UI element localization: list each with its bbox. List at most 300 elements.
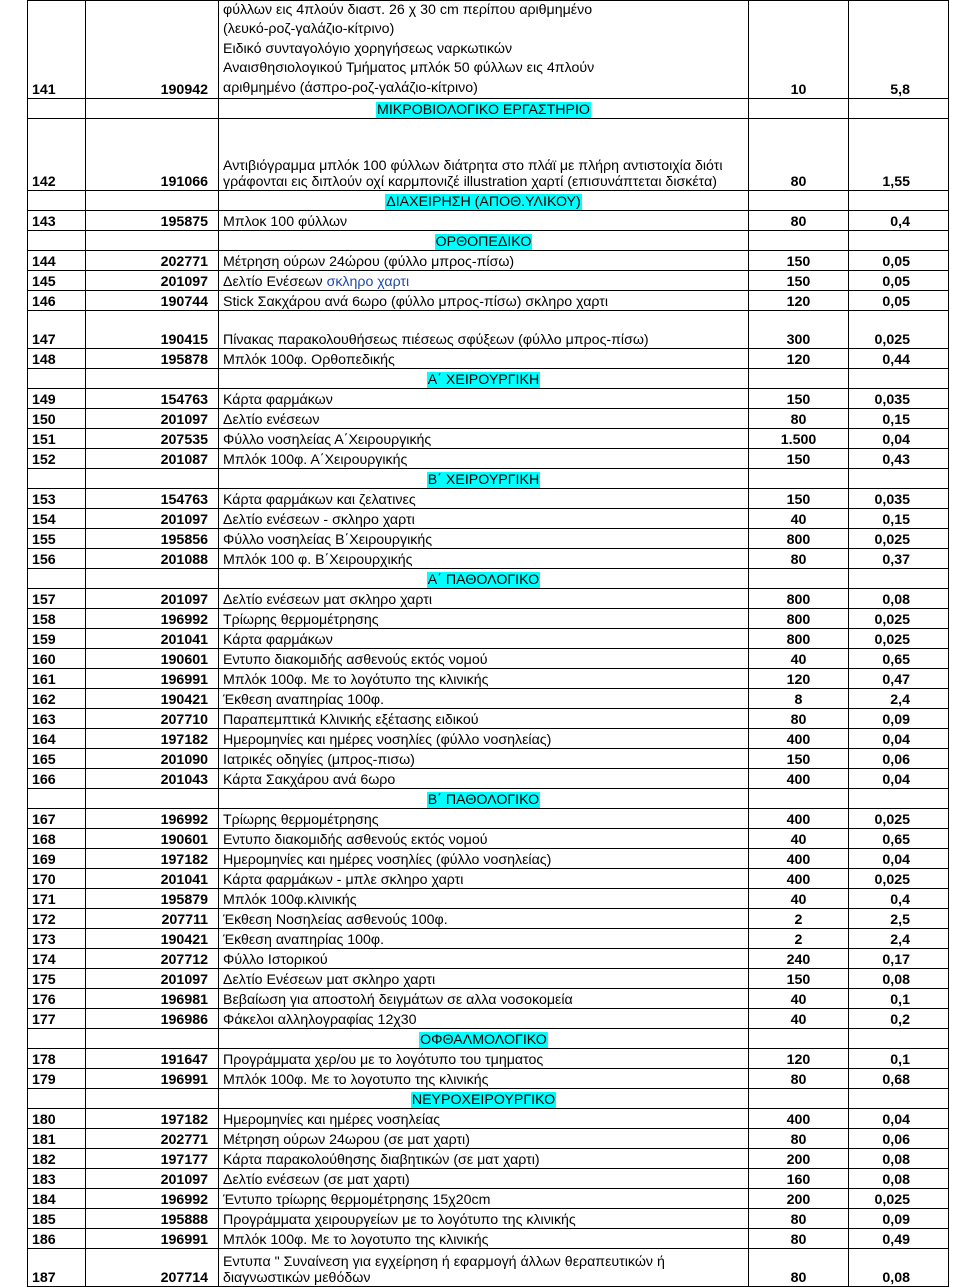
table-row bbox=[28, 119, 949, 191]
item-number: 184 bbox=[28, 1189, 86, 1209]
item-code: 202771 bbox=[86, 1129, 219, 1149]
item-description bbox=[219, 211, 749, 231]
section-spacer bbox=[849, 99, 949, 119]
table-row bbox=[28, 549, 949, 569]
item-code: 201097 bbox=[86, 589, 219, 609]
item-price: 1,55 bbox=[849, 119, 949, 191]
item-price: 0,2 bbox=[849, 1009, 949, 1029]
table-row bbox=[28, 689, 949, 709]
item-price: 0,025 bbox=[849, 869, 949, 889]
table-row bbox=[28, 809, 949, 829]
item-number: 170 bbox=[28, 869, 86, 889]
item-number: 163 bbox=[28, 709, 86, 729]
item-price: 0,05 bbox=[849, 251, 949, 271]
item-description bbox=[219, 1209, 749, 1229]
item-code: 202771 bbox=[86, 251, 219, 271]
item-quantity: 120 bbox=[749, 291, 849, 311]
item-quantity: 120 bbox=[749, 669, 849, 689]
description-text: Πίνακας παρακολουθήσεως πιέσεως σφύξεων (φύλλο μπρος-πίσω) bbox=[223, 332, 649, 349]
item-code: 191066 bbox=[86, 119, 219, 191]
item-description bbox=[219, 1109, 749, 1129]
item-price: 5,8 bbox=[849, 1, 949, 99]
item-number: 178 bbox=[28, 1049, 86, 1069]
description-text: Μπλόκ 100 φ. Β΄Χειρουρχικής bbox=[223, 552, 413, 569]
item-quantity: 8 bbox=[749, 689, 849, 709]
section-header-row bbox=[28, 1029, 949, 1049]
item-description bbox=[219, 311, 749, 349]
desc-line: αριθμημένο (άσπρο-ροζ-γαλάζιο-κίτρινο) bbox=[223, 79, 478, 96]
item-code: 201043 bbox=[86, 769, 219, 789]
item-description bbox=[219, 849, 749, 869]
table-row bbox=[28, 509, 949, 529]
item-code: 195875 bbox=[86, 211, 219, 231]
section-title bbox=[219, 99, 749, 119]
item-description bbox=[219, 271, 749, 291]
item-number: 154 bbox=[28, 509, 86, 529]
item-quantity: 150 bbox=[749, 969, 849, 989]
item-quantity: 400 bbox=[749, 809, 849, 829]
item-number: 160 bbox=[28, 649, 86, 669]
item-number: 152 bbox=[28, 449, 86, 469]
item-description bbox=[219, 1129, 749, 1149]
section-header-row bbox=[28, 191, 949, 211]
table-row bbox=[28, 609, 949, 629]
item-code: 154763 bbox=[86, 489, 219, 509]
description-text: Εντυπο διακομιδής ασθενούς εκτός νομού bbox=[223, 832, 488, 849]
item-description bbox=[219, 869, 749, 889]
section-spacer bbox=[749, 369, 849, 389]
section-spacer bbox=[749, 99, 849, 119]
table-row bbox=[28, 1209, 949, 1229]
item-price: 0,47 bbox=[849, 669, 949, 689]
item-quantity: 160 bbox=[749, 1169, 849, 1189]
item-number: 156 bbox=[28, 549, 86, 569]
table-row bbox=[28, 1109, 949, 1129]
description-text: Φάκελοι αλληλογραφίας 12χ30 bbox=[223, 1012, 417, 1029]
description-text: Μπλόκ 100φ.κλινικής bbox=[223, 892, 357, 909]
item-description bbox=[219, 1009, 749, 1029]
description-text: Μπλοκ 100 φύλλων bbox=[223, 214, 348, 231]
description-text: Έκθεση Νοσηλείας ασθενούς 100φ. bbox=[223, 912, 448, 929]
table-row bbox=[28, 749, 949, 769]
item-code: 197182 bbox=[86, 849, 219, 869]
item-description bbox=[219, 1069, 749, 1089]
table-row bbox=[28, 1009, 949, 1029]
item-description bbox=[219, 629, 749, 649]
item-description bbox=[219, 1049, 749, 1069]
section-spacer bbox=[28, 469, 86, 489]
table-row bbox=[28, 291, 949, 311]
item-code: 207711 bbox=[86, 909, 219, 929]
item-code: 196986 bbox=[86, 1009, 219, 1029]
table-row bbox=[28, 271, 949, 291]
item-price: 0,06 bbox=[849, 749, 949, 769]
item-description bbox=[219, 889, 749, 909]
table-row bbox=[28, 1189, 949, 1209]
item-price: 0,04 bbox=[849, 429, 949, 449]
item-number: 167 bbox=[28, 809, 86, 829]
item-number: 177 bbox=[28, 1009, 86, 1029]
item-price: 0,035 bbox=[849, 389, 949, 409]
description-text: Προγράμματα χερ/ου με το λογότυπο του τμηματος bbox=[223, 1052, 544, 1069]
table-row bbox=[28, 1149, 949, 1169]
item-price: 0,68 bbox=[849, 1069, 949, 1089]
description-text: Δελτίο ενέσεων bbox=[223, 412, 320, 429]
item-quantity: 80 bbox=[749, 409, 849, 429]
item-price: 0,025 bbox=[849, 529, 949, 549]
item-price: 0,025 bbox=[849, 809, 949, 829]
description-text: Έκθεση αναπηρίας 100φ. bbox=[223, 692, 385, 709]
item-description bbox=[219, 669, 749, 689]
item-description bbox=[219, 1169, 749, 1189]
section-spacer bbox=[28, 789, 86, 809]
item-price: 0,035 bbox=[849, 489, 949, 509]
item-quantity: 80 bbox=[749, 211, 849, 231]
section-spacer bbox=[749, 191, 849, 211]
table-row bbox=[28, 1, 949, 99]
item-code: 201088 bbox=[86, 549, 219, 569]
item-code: 201090 bbox=[86, 749, 219, 769]
section-spacer bbox=[86, 231, 219, 251]
item-price: 0,09 bbox=[849, 709, 949, 729]
table-row bbox=[28, 529, 949, 549]
item-number: 153 bbox=[28, 489, 86, 509]
description-text: Ιατρικές οδηγίες (μπρος-πισω) bbox=[223, 752, 415, 769]
item-number: 168 bbox=[28, 829, 86, 849]
item-quantity: 2 bbox=[749, 929, 849, 949]
item-code: 196981 bbox=[86, 989, 219, 1009]
item-price: 0,025 bbox=[849, 311, 949, 349]
item-quantity: 80 bbox=[749, 549, 849, 569]
item-number: 166 bbox=[28, 769, 86, 789]
table-row bbox=[28, 489, 949, 509]
item-number: 143 bbox=[28, 211, 86, 231]
section-header-row bbox=[28, 469, 949, 489]
table-row bbox=[28, 629, 949, 649]
description-text: Δελτίο ενέσεων ματ σκληρο χαρτι bbox=[223, 592, 432, 609]
item-price: 0,08 bbox=[849, 969, 949, 989]
item-code: 190744 bbox=[86, 291, 219, 311]
item-quantity: 400 bbox=[749, 769, 849, 789]
item-description bbox=[219, 349, 749, 369]
description-text: Κάρτα φαρμάκων bbox=[223, 392, 333, 409]
item-code: 196992 bbox=[86, 809, 219, 829]
item-number: 148 bbox=[28, 349, 86, 369]
section-title bbox=[219, 369, 749, 389]
item-quantity: 80 bbox=[749, 1209, 849, 1229]
section-label: Α΄ ΠΑΘΟΛΟΓΙΚΟ bbox=[427, 572, 540, 589]
item-code: 201097 bbox=[86, 969, 219, 989]
description-text: Κάρτα φαρμάκων - μπλε σκληρο χαρτι bbox=[223, 872, 464, 889]
item-number: 179 bbox=[28, 1069, 86, 1089]
section-spacer bbox=[28, 569, 86, 589]
section-label: ΟΡΘΟΠΕΔΙΚΟ bbox=[435, 234, 532, 251]
item-description bbox=[219, 909, 749, 929]
table-row bbox=[28, 649, 949, 669]
section-spacer bbox=[86, 369, 219, 389]
item-code: 195879 bbox=[86, 889, 219, 909]
section-spacer bbox=[749, 469, 849, 489]
description-text: Δελτίο Ενέσεων bbox=[223, 274, 327, 291]
section-header-row bbox=[28, 569, 949, 589]
section-spacer bbox=[86, 469, 219, 489]
item-code: 201097 bbox=[86, 1169, 219, 1189]
item-code: 207712 bbox=[86, 949, 219, 969]
section-spacer bbox=[86, 1029, 219, 1049]
item-quantity: 80 bbox=[749, 1229, 849, 1249]
item-quantity: 150 bbox=[749, 449, 849, 469]
item-description bbox=[219, 389, 749, 409]
section-spacer bbox=[28, 1029, 86, 1049]
item-code: 190421 bbox=[86, 689, 219, 709]
table-row bbox=[28, 909, 949, 929]
item-price: 0,025 bbox=[849, 629, 949, 649]
item-code: 195878 bbox=[86, 349, 219, 369]
description-text: Κάρτα Σακχάρου ανά 6ωρο bbox=[223, 772, 396, 789]
description-text: Κάρτα φαρμάκων bbox=[223, 632, 333, 649]
item-number: 147 bbox=[28, 311, 86, 349]
section-header-row bbox=[28, 369, 949, 389]
item-quantity: 240 bbox=[749, 949, 849, 969]
item-code: 201087 bbox=[86, 449, 219, 469]
section-header-row bbox=[28, 789, 949, 809]
table-row bbox=[28, 729, 949, 749]
item-quantity: 10 bbox=[749, 1, 849, 99]
item-price: 0,1 bbox=[849, 989, 949, 1009]
item-code: 190942 bbox=[86, 1, 219, 99]
item-number: 164 bbox=[28, 729, 86, 749]
section-label: ΜΙΚΡΟΒΙΟΛΟΓΙΚΟ ΕΡΓΑΣΤΗΡΙΟ bbox=[377, 102, 590, 119]
section-spacer bbox=[849, 1089, 949, 1109]
item-code: 201041 bbox=[86, 869, 219, 889]
item-quantity: 80 bbox=[749, 1069, 849, 1089]
description-text: Ημερομηνίες και ημέρες νοσηλίες (φύλλο νοσηλείας) bbox=[223, 732, 552, 749]
item-code: 154763 bbox=[86, 389, 219, 409]
description-text: Αντιβιόγραμμα μπλόκ 100 φύλλων διάτρητα στο πλάϊ με πλήρη αντιστοιχία διότι γράφονται εις διπλούν οχί καρμπονιζέ illustration χαρτί (επισυνάπτεται δισκέτα) bbox=[223, 158, 723, 191]
section-spacer bbox=[749, 789, 849, 809]
item-quantity: 40 bbox=[749, 649, 849, 669]
item-price: 0,65 bbox=[849, 649, 949, 669]
section-spacer bbox=[86, 1089, 219, 1109]
item-quantity: 400 bbox=[749, 1109, 849, 1129]
description-text: Μπλόκ 100φ. Ορθοπεδικής bbox=[223, 352, 395, 369]
item-number: 142 bbox=[28, 119, 86, 191]
description-text: Φύλλο νοσηλείας Α΄Χειρουργικής bbox=[223, 432, 432, 449]
item-code: 190601 bbox=[86, 649, 219, 669]
description-text: Stick Σακχάρου ανά 6ωρο (φύλλο μπρος-πίσω) σκληρο χαρτι bbox=[223, 294, 609, 311]
description-text: Εντυπα " Συναίνεση για εγχείρηση ή εφαρμογή άλλων θεραπευτικών ή διαγνωστικών μεθόδων bbox=[223, 1254, 665, 1287]
item-quantity: 150 bbox=[749, 489, 849, 509]
item-description bbox=[219, 1, 749, 99]
item-description bbox=[219, 609, 749, 629]
table-row bbox=[28, 429, 949, 449]
item-description bbox=[219, 649, 749, 669]
table-row bbox=[28, 1129, 949, 1149]
section-label: Β΄ ΧΕΙΡΟΥΡΓΙΚΗ bbox=[427, 472, 540, 489]
item-description bbox=[219, 429, 749, 449]
item-code: 197182 bbox=[86, 729, 219, 749]
item-quantity: 800 bbox=[749, 589, 849, 609]
item-description bbox=[219, 689, 749, 709]
item-quantity: 400 bbox=[749, 849, 849, 869]
item-number: 186 bbox=[28, 1229, 86, 1249]
item-code: 196992 bbox=[86, 1189, 219, 1209]
item-number: 141 bbox=[28, 1, 86, 99]
item-code: 196991 bbox=[86, 669, 219, 689]
desc-line: (λευκό-ροζ-γαλάζιο-κίτρινο) bbox=[223, 21, 395, 38]
item-number: 146 bbox=[28, 291, 86, 311]
section-title bbox=[219, 1029, 749, 1049]
item-price: 0,09 bbox=[849, 1209, 949, 1229]
item-number: 183 bbox=[28, 1169, 86, 1189]
item-description bbox=[219, 1249, 749, 1287]
item-price: 0,04 bbox=[849, 1109, 949, 1129]
item-code: 196991 bbox=[86, 1069, 219, 1089]
table-row bbox=[28, 389, 949, 409]
item-number: 187 bbox=[28, 1249, 86, 1287]
section-title bbox=[219, 569, 749, 589]
description-text: Μπλόκ 100φ. Με το λογότυπο της κλινικής bbox=[223, 672, 489, 689]
item-description bbox=[219, 709, 749, 729]
section-spacer bbox=[28, 99, 86, 119]
section-spacer bbox=[749, 231, 849, 251]
table-row bbox=[28, 969, 949, 989]
table-row bbox=[28, 211, 949, 231]
item-price: 0,65 bbox=[849, 829, 949, 849]
section-spacer bbox=[849, 231, 949, 251]
section-spacer bbox=[86, 99, 219, 119]
description-text: Δελτίο ενέσεων (σε ματ χαρτι) bbox=[223, 1172, 410, 1189]
table-row bbox=[28, 849, 949, 869]
item-quantity: 80 bbox=[749, 709, 849, 729]
item-price: 2,5 bbox=[849, 909, 949, 929]
section-spacer bbox=[86, 569, 219, 589]
section-title bbox=[219, 231, 749, 251]
item-quantity: 200 bbox=[749, 1189, 849, 1209]
table-row bbox=[28, 889, 949, 909]
item-code: 191647 bbox=[86, 1049, 219, 1069]
section-spacer bbox=[849, 469, 949, 489]
section-spacer bbox=[749, 1029, 849, 1049]
description-text: Φύλλο Ιστορικού bbox=[223, 952, 328, 969]
section-label: ΟΦΘΑΛΜΟΛΟΓΙΚΟ bbox=[420, 1032, 547, 1049]
table-row bbox=[28, 349, 949, 369]
section-title bbox=[219, 1089, 749, 1109]
item-description bbox=[219, 769, 749, 789]
item-price: 2,4 bbox=[849, 929, 949, 949]
item-description bbox=[219, 589, 749, 609]
item-code: 196991 bbox=[86, 1229, 219, 1249]
item-price: 0,4 bbox=[849, 211, 949, 231]
item-number: 185 bbox=[28, 1209, 86, 1229]
item-description bbox=[219, 949, 749, 969]
section-title bbox=[219, 789, 749, 809]
item-number: 157 bbox=[28, 589, 86, 609]
item-quantity: 40 bbox=[749, 829, 849, 849]
description-text: Μέτρηση ούρων 24ωρου (σε ματ χαρτι) bbox=[223, 1132, 470, 1149]
item-quantity: 150 bbox=[749, 389, 849, 409]
description-text: Μπλόκ 100φ. Με το λογοτυπο της κλινικής bbox=[223, 1232, 489, 1249]
description-text: Εντυπο διακομιδής ασθενούς εκτός νομού bbox=[223, 652, 488, 669]
items-table-body bbox=[28, 1, 949, 1287]
table-row bbox=[28, 929, 949, 949]
section-spacer bbox=[849, 789, 949, 809]
description-highlight: σκληρο χαρτι bbox=[326, 274, 410, 291]
item-quantity: 40 bbox=[749, 889, 849, 909]
item-price: 0,15 bbox=[849, 509, 949, 529]
section-header-row bbox=[28, 1089, 949, 1109]
section-spacer bbox=[86, 789, 219, 809]
description-text: Δελτίο ενέσεων - σκληρο χαρτι bbox=[223, 512, 415, 529]
item-description bbox=[219, 119, 749, 191]
item-description bbox=[219, 1149, 749, 1169]
table-row bbox=[28, 311, 949, 349]
table-row bbox=[28, 769, 949, 789]
item-price: 0,4 bbox=[849, 889, 949, 909]
item-description bbox=[219, 509, 749, 529]
item-description bbox=[219, 829, 749, 849]
table-row bbox=[28, 669, 949, 689]
item-price: 0,04 bbox=[849, 729, 949, 749]
item-description bbox=[219, 291, 749, 311]
desc-line: Αναισθησιολογικού Τμήματος μπλόκ 50 φύλλων εις 4πλούν bbox=[223, 60, 595, 77]
item-quantity: 150 bbox=[749, 271, 849, 291]
description-text: Μέτρηση ούρων 24ώρου (φύλλο μπρος-πίσω) bbox=[223, 254, 515, 271]
item-quantity: 400 bbox=[749, 729, 849, 749]
item-code: 207714 bbox=[86, 1249, 219, 1287]
item-number: 145 bbox=[28, 271, 86, 291]
table-row bbox=[28, 1169, 949, 1189]
table-row bbox=[28, 709, 949, 729]
section-title bbox=[219, 469, 749, 489]
item-description bbox=[219, 449, 749, 469]
description-text: Τρίωρης θερμομέτρησης bbox=[223, 812, 379, 829]
item-number: 181 bbox=[28, 1129, 86, 1149]
item-price: 0,17 bbox=[849, 949, 949, 969]
description-text: Μπλόκ 100φ. Α΄Χειρουργικής bbox=[223, 452, 408, 469]
item-price: 0,44 bbox=[849, 349, 949, 369]
item-price: 0,04 bbox=[849, 849, 949, 869]
item-price: 0,08 bbox=[849, 1249, 949, 1287]
item-quantity: 800 bbox=[749, 529, 849, 549]
description-text: Τρίωρης θερμομέτρησης bbox=[223, 612, 379, 629]
item-price: 0,08 bbox=[849, 589, 949, 609]
item-description bbox=[219, 1189, 749, 1209]
table-row bbox=[28, 829, 949, 849]
item-number: 173 bbox=[28, 929, 86, 949]
description-text: Κάρτα παρακολούθησης διαβητικών (σε ματ χαρτι) bbox=[223, 1152, 540, 1169]
section-spacer bbox=[86, 191, 219, 211]
description-text: Ημερομηνίες και ημέρες νοσηλίες (φύλλο νοσηλείας) bbox=[223, 852, 552, 869]
item-code: 190421 bbox=[86, 929, 219, 949]
item-quantity: 200 bbox=[749, 1149, 849, 1169]
description-text: Φύλλο νοσηλείας Β΄Χειρουργικής bbox=[223, 532, 433, 549]
section-spacer bbox=[28, 369, 86, 389]
description-text: Δελτίο Ενέσεων ματ σκληρο χαρτι bbox=[223, 972, 436, 989]
item-description bbox=[219, 929, 749, 949]
item-description bbox=[219, 729, 749, 749]
item-quantity: 300 bbox=[749, 311, 849, 349]
item-code: 201041 bbox=[86, 629, 219, 649]
description-text: Προγράμματα χειρουργείων με το λογότυπο της κλινικής bbox=[223, 1212, 576, 1229]
item-number: 150 bbox=[28, 409, 86, 429]
table-row bbox=[28, 949, 949, 969]
item-quantity: 400 bbox=[749, 869, 849, 889]
section-label: Α΄ ΧΕΙΡΟΥΡΓΙΚΗ bbox=[427, 372, 540, 389]
table-row bbox=[28, 251, 949, 271]
item-code: 207710 bbox=[86, 709, 219, 729]
section-spacer bbox=[749, 1089, 849, 1109]
